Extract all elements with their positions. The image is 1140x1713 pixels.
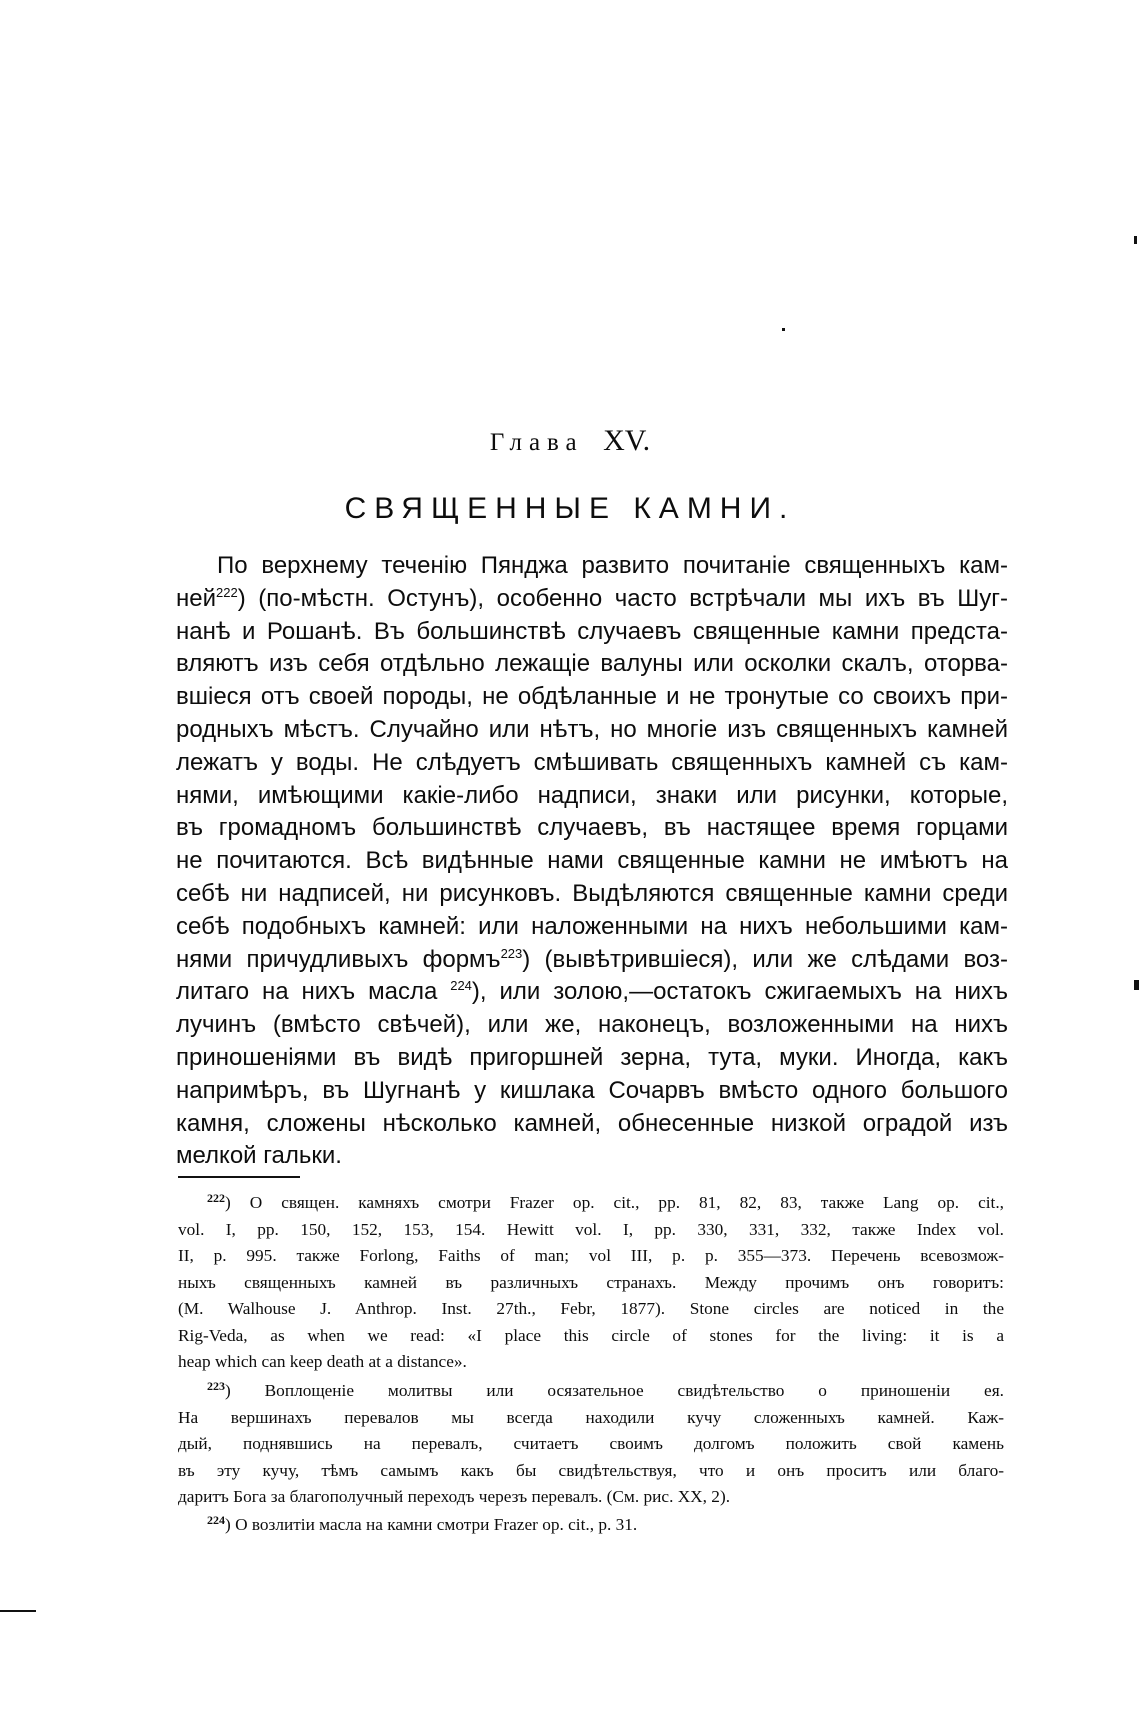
text-line: литаго на нихъ масла $^{224}$), или золою,—остатокъ сжигаемыхъ на нихъ — [176, 978, 1008, 1006]
footnote-ref: 223 — [500, 945, 523, 961]
text-line: себѣ ни надписей, ни рисунковъ. Выдѣляются священные камни среди — [176, 879, 1008, 907]
footnote-number: 222 — [207, 1191, 225, 1205]
footnote-line: vol. I, pp. 150, 152, 153, 154. Hewitt vol. I, pp. 330, 331, 332, также Index vol. — [178, 1219, 1004, 1239]
footnote-ref: 224 — [450, 978, 472, 994]
footnote-222 — [178, 1190, 1004, 1376]
footnote-number: 224 — [207, 1513, 225, 1527]
text-line: вляютъ изъ себя отдѣльно лежащіе валуны или осколки скалъ, оторва- — [176, 650, 1008, 678]
text-line: ней$^{222}$) (по-мѣстн. Остунъ), особенно часто встрѣчали мы ихъ въ Шуг- — [176, 584, 1008, 612]
text-line: лучинъ (вмѣсто свѣчей), или же, наконецъ, возложенными на нихъ — [176, 1011, 1008, 1039]
chapter-heading — [0, 424, 1140, 458]
text-line: По верхнему теченію Пянджа развито почитаніе священныхъ кам- — [217, 552, 1008, 579]
footnote-line: ныхъ священныхъ камней въ различныхъ странахъ. Между прочимъ онъ говоритъ: — [178, 1272, 1004, 1292]
chapter-word: Глава — [489, 429, 584, 456]
footnote-line: дый, поднявшись на перевалъ, считаетъ своимъ долгомъ положить свой камень — [178, 1434, 1004, 1453]
footnote-line: даритъ Бога за благополучный переходъ черезъ перевалъ. (См. рис. XX, 2). — [178, 1487, 731, 1506]
main-paragraph — [176, 550, 1008, 1173]
text-line: родныхъ мѣстъ. Случайно или нѣтъ, но многіе изъ священныхъ камней — [176, 715, 1008, 743]
text-line: не почитаются. Всѣ видѣнные нами священные камни не имѣютъ на — [176, 847, 1008, 875]
footnote-ref: 222 — [216, 584, 238, 600]
page-title: СВЯЩЕННЫЕ КАМНИ. — [344, 492, 796, 525]
scan-speck — [1134, 980, 1139, 990]
footnote-223 — [178, 1378, 1004, 1511]
footnote-number: 223 — [207, 1379, 225, 1393]
footnote-line: (M. Walhouse J. Anthrop. Inst. 27th., Febr, 1877). Stone circles are noticed in the — [178, 1299, 1004, 1318]
scan-speck — [1134, 236, 1137, 244]
footnote-line: $^{224}$) О возлитіи масла на камни смотри Frazer op. cit., p. 31. — [207, 1513, 638, 1534]
scan-speck — [782, 328, 785, 331]
footnote-divider — [178, 1176, 300, 1178]
chapter-number: XV. — [603, 424, 651, 457]
text-line: приношеніями въ видѣ пригоршней зерна, тута, муки. Иногда, какъ — [176, 1043, 1008, 1071]
footnote-line: Rig-Veda, as when we read: «I place this circle of stones for the living: it is a — [178, 1325, 1004, 1345]
text-line: нями причудливыхъ формъ$^{223}$) (вывѣтрившіеся), или же слѣдами воз- — [176, 945, 1008, 973]
text-line: вшіеся отъ своей породы, не обдѣланные и не тронутые со своихъ при- — [176, 683, 1008, 711]
scan-edge-mark — [0, 1610, 36, 1612]
text-line: камня, сложены нѣсколько камней, обнесенные низкой оградой изъ — [176, 1109, 1008, 1137]
footnote-line: II, p. 995. также Forlong, Faiths of man; vol III, p. p. 355—373. Перечень всевозмож- — [178, 1246, 1004, 1265]
text-line: въ громадномъ большинствѣ случаевъ, въ настящее время горцами — [176, 814, 1008, 842]
footnote-line: въ эту кучу, тѣмъ самымъ какъ бы свидѣтельствуя, что и онъ проситъ или благо- — [178, 1460, 1004, 1480]
footnote-line: $^{222}$) О священ. камняхъ смотри Frazer op. cit., pp. 81, 82, 83, также Lang op. cit., — [207, 1191, 1004, 1212]
text-line: себѣ подобныхъ камней: или наложенными на нихъ небольшими кам- — [176, 912, 1008, 940]
text-line: лежатъ у воды. Не слѣдуетъ смѣшивать священныхъ камней съ кам- — [176, 748, 1008, 776]
footnote-line: heap which can keep death at a distance». — [178, 1352, 467, 1371]
footnote-224 — [178, 1512, 1004, 1539]
text-line: нанѣ и Рошанѣ. Въ большинствѣ случаевъ священные камни предста- — [176, 617, 1008, 645]
text-line: напримѣръ, въ Шугнанѣ у кишлака Сочарвъ вмѣсто одного большого — [176, 1076, 1008, 1104]
footnote-line: $^{223}$) Воплощеніе молитвы или осязательное свидѣтельство о приношеніи ея. — [207, 1379, 1004, 1400]
text-line: нями, имѣющими какіе-либо надписи, знаки или рисунки, которые, — [176, 781, 1008, 809]
text-line: мелкой гальки. — [176, 1142, 342, 1170]
footnote-line: На вершинахъ перевалов мы всегда находили кучу сложенныхъ камней. Каж- — [178, 1407, 1004, 1427]
